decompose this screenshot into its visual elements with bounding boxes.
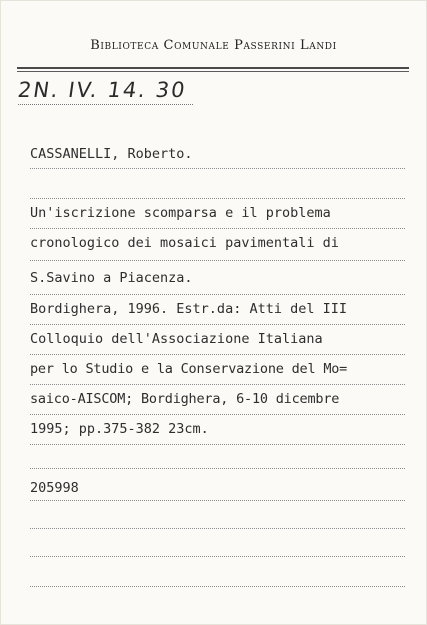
ruled-line [30, 198, 405, 199]
title-line-3: S.Savino a Piacenza. [30, 270, 193, 286]
author-name: CASSANELLI, Roberto. [30, 146, 193, 162]
imprint-line-2: Colloquio dell'Associazione Italiana [30, 331, 323, 347]
imprint-line-4: saico-AISCOM; Bordighera, 6-10 dicembre [30, 391, 340, 407]
ruled-line [30, 414, 405, 415]
ruled-line [30, 168, 405, 169]
ruled-line [30, 260, 405, 261]
header-rule-thin [17, 71, 409, 72]
header-rule-thick [17, 67, 409, 69]
ruled-line [30, 384, 405, 385]
title-line-2: cronologico dei mosaici pavimentali di [30, 235, 339, 251]
imprint-line-5: 1995; pp.375-382 23cm. [30, 421, 209, 437]
imprint-line-1: Bordighera, 1996. Estr.da: Atti del III [30, 301, 347, 317]
ruled-line [30, 500, 405, 501]
title-line-1: Un'iscrizione scomparsa e il problema [30, 205, 331, 221]
ruled-line [30, 586, 405, 587]
ruled-line [30, 354, 405, 355]
inventory-number: 205998 [30, 480, 79, 496]
ruled-line [30, 324, 405, 325]
imprint-line-3: per lo Studio e la Conservazione del Mo= [30, 361, 348, 377]
ruled-line [30, 556, 405, 557]
ruled-line [30, 294, 405, 295]
shelfmark-dotted-line [18, 104, 193, 105]
ruled-line [30, 528, 405, 529]
ruled-line [30, 228, 405, 229]
shelfmark: 2N. IV. 14. 30 [16, 78, 189, 102]
ruled-line [30, 468, 405, 469]
ruled-line [30, 444, 405, 445]
library-header: Biblioteca Comunale Passerini Landi [90, 38, 337, 53]
